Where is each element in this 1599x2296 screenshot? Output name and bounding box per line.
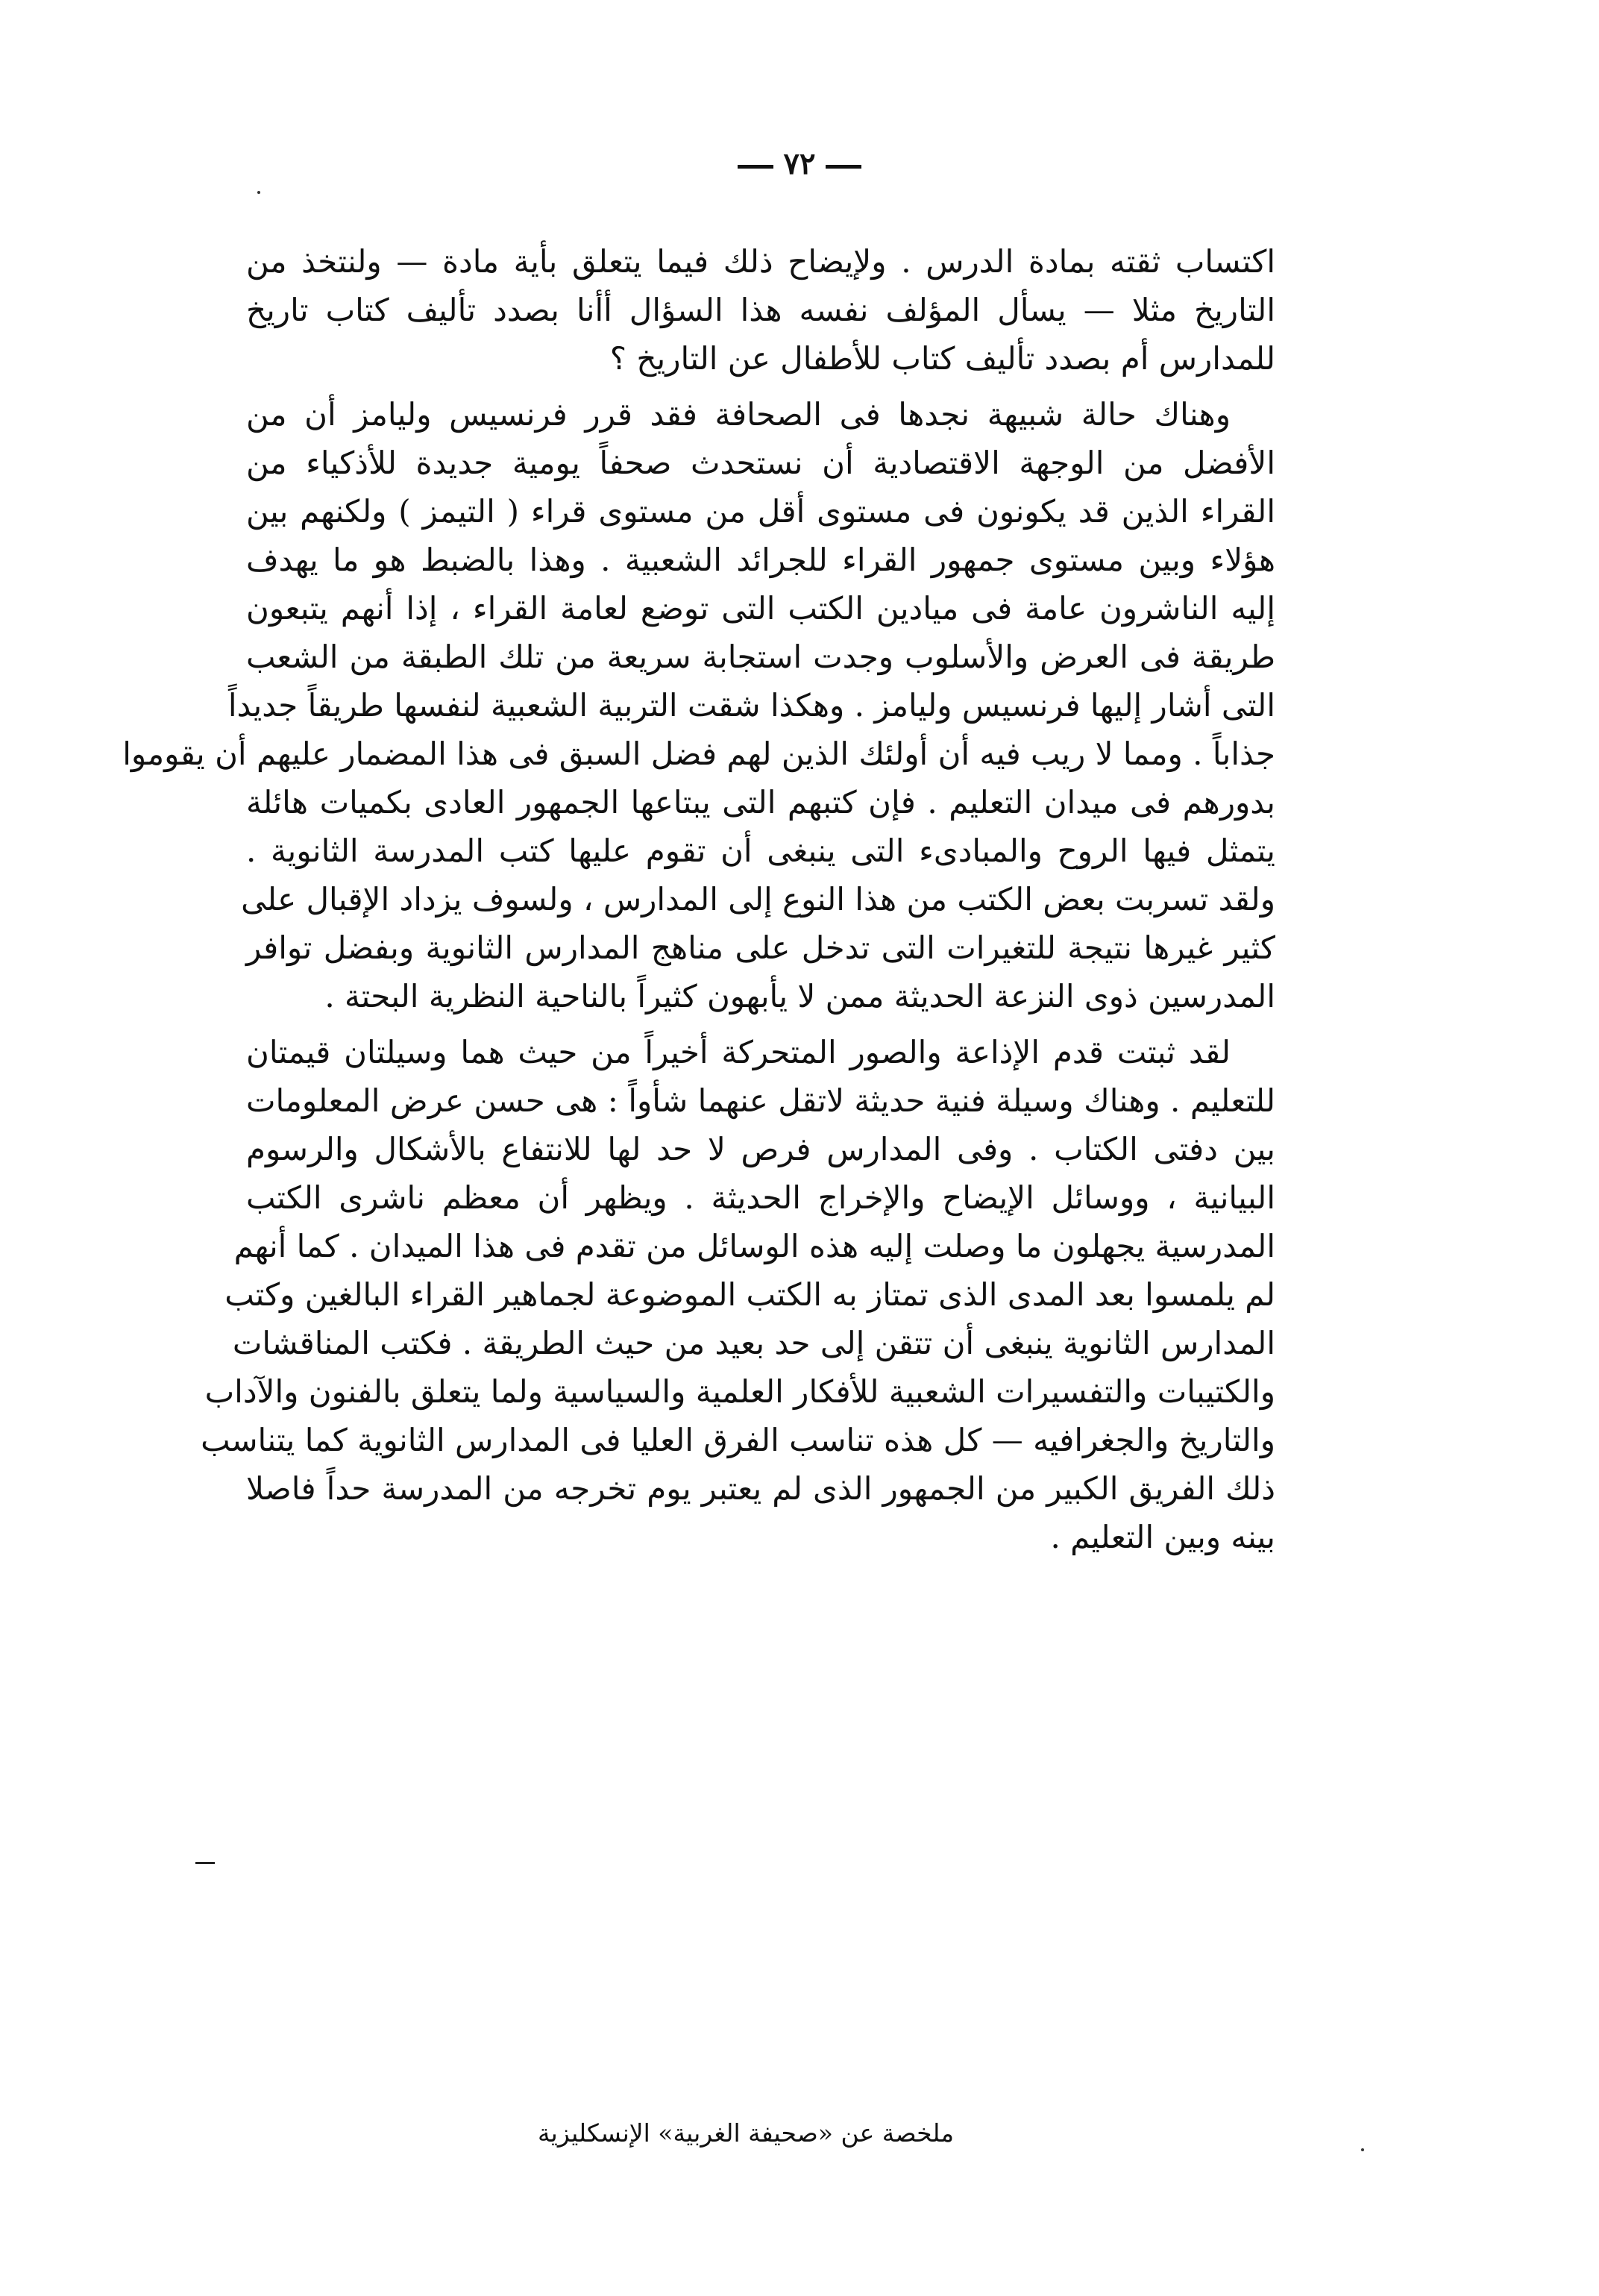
- text-line: المدرسين ذوى النزعة الحديثة ممن لا يأبهون كثيراً بالناحية النظرية البحتة .: [324, 978, 1275, 1014]
- page-number-dash-right: [826, 165, 861, 169]
- text-line: والتاريخ والجغرافيه — كل هذه تناسب الفرق العليا فى المدارس الثانوية كما يتناسب: [201, 1422, 1275, 1458]
- text-line: البيانية ، ووسائل الإيضاح والإخراج الحديثة . ويظهر أن معظم ناشرى الكتب: [246, 1179, 1275, 1216]
- page-number: [0, 146, 1599, 181]
- text-line: يتمثل فيها الروح والمبادىء التى ينبغى أن تقوم عليها كتب المدرسة الثانوية .: [246, 832, 1275, 869]
- text-line: التى أشار إليها فرنسيس وليامز . وهكذا شقت التربية الشعبية لنفسها طريقاً جديداً: [227, 687, 1275, 724]
- text-line: كثير غيرها نتيجة للتغيرات التى تدخل على مناهج المدارس الثانوية وبفضل توافر: [246, 929, 1275, 966]
- paragraph-2: [122, 390, 1275, 1020]
- scan-speck: [257, 191, 260, 194]
- source-attribution: ملخصة عن «صحيفة الغربية» الإنسكليزية: [537, 2118, 955, 2148]
- text-line: بين دفتى الكتاب . وفى المدارس فرص لا حد لها للانتفاع بالأشكال والرسوم: [246, 1131, 1275, 1167]
- text-line: المدارس الثانوية ينبغى أن تتقن إلى حد بعيد من حيث الطريقة . فكتب المناقشات: [232, 1325, 1275, 1361]
- page-number-dash-left: [738, 165, 773, 169]
- text-line: اكتساب ثقته بمادة الدرس . ولإيضاح ذلك فيما يتعلق بأية مادة — ولنتخذ من: [246, 243, 1275, 280]
- text-line: القراء الذين قد يكونون فى مستوى أقل من مستوى قراء ( التيمز ) ولكنهم بين: [246, 493, 1275, 530]
- text-line: بدورهم فى ميدان التعليم . فإن كتبهم التى يبتاعها الجمهور العادى بكميات هائلة: [246, 784, 1275, 821]
- text-line: التاريخ مثلا — يسأل المؤلف نفسه هذا السؤال أأنا بصدد تأليف كتاب تاريخ: [246, 292, 1275, 328]
- text-line: إليه الناشرون عامة فى ميادين الكتب التى توضع لعامة القراء ، إذا أنهم يتبعون: [246, 590, 1275, 627]
- paragraph-3: [201, 1028, 1275, 1561]
- page-number-text: ٧٢: [783, 146, 816, 181]
- text-line: جذاباً . ومما لا ريب فيه أن أولئك الذين لهم فضل السبق فى هذا المضمار عليهم أن يقوموا: [122, 735, 1275, 772]
- text-line: المدرسية يجهلون ما وصلت إليه هذه الوسائل من تقدم فى هذا الميدان . كما أنهم: [233, 1228, 1275, 1264]
- text-line: الأفضل من الوجهة الاقتصادية أن نستحدث صحفاً يومية جديدة للأذكياء من: [246, 445, 1275, 481]
- text-line: للمدارس أم بصدد تأليف كتاب للأطفال عن التاريخ ؟: [609, 340, 1275, 377]
- text-line: ولقد تسربت بعض الكتب من هذا النوع إلى المدارس ، ولسوف يزداد الإقبال على: [241, 881, 1275, 918]
- text-line: والكتيبات والتفسيرات الشعبية للأفكار العلمية والسياسية ولما يتعلق بالفنون والآداب: [204, 1373, 1275, 1410]
- text-line: ذلك الفريق الكبير من الجمهور الذى لم يعتبر يوم تخرجه من المدرسة حداً فاصلا: [246, 1470, 1275, 1507]
- text-line: بينه وبين التعليم .: [1050, 1519, 1275, 1555]
- text-line: طريقة فى العرض والأسلوب وجدت استجابة سريعة من تلك الطبقة من الشعب: [246, 639, 1275, 675]
- text-line: للتعليم . وهناك وسيلة فنية حديثة لاتقل عنهما شأواً : هى حسن عرض المعلومات: [246, 1082, 1275, 1119]
- text-line: لم يلمسوا بعد المدى الذى تمتاز به الكتب الموضوعة لجماهير القراء البالغين وكتب: [224, 1276, 1275, 1313]
- text-line: لقد ثبتت قدم الإذاعة والصور المتحركة أخيراً من حيث هما وسيلتان قيمتان: [246, 1034, 1231, 1070]
- text-line: وهناك حالة شبيهة نجدها فى الصحافة فقد قرر فرنسيس وليامز أن من: [246, 396, 1231, 433]
- text-line: هؤلاء وبين مستوى جمهور القراء للجرائد الشعبية . وهذا بالضبط هو ما يهدف: [246, 542, 1275, 578]
- article-body: [122, 237, 1275, 1561]
- paragraph-1: [246, 237, 1275, 383]
- scan-speck: [1361, 2148, 1364, 2151]
- scan-margin-mark: [195, 1862, 215, 1864]
